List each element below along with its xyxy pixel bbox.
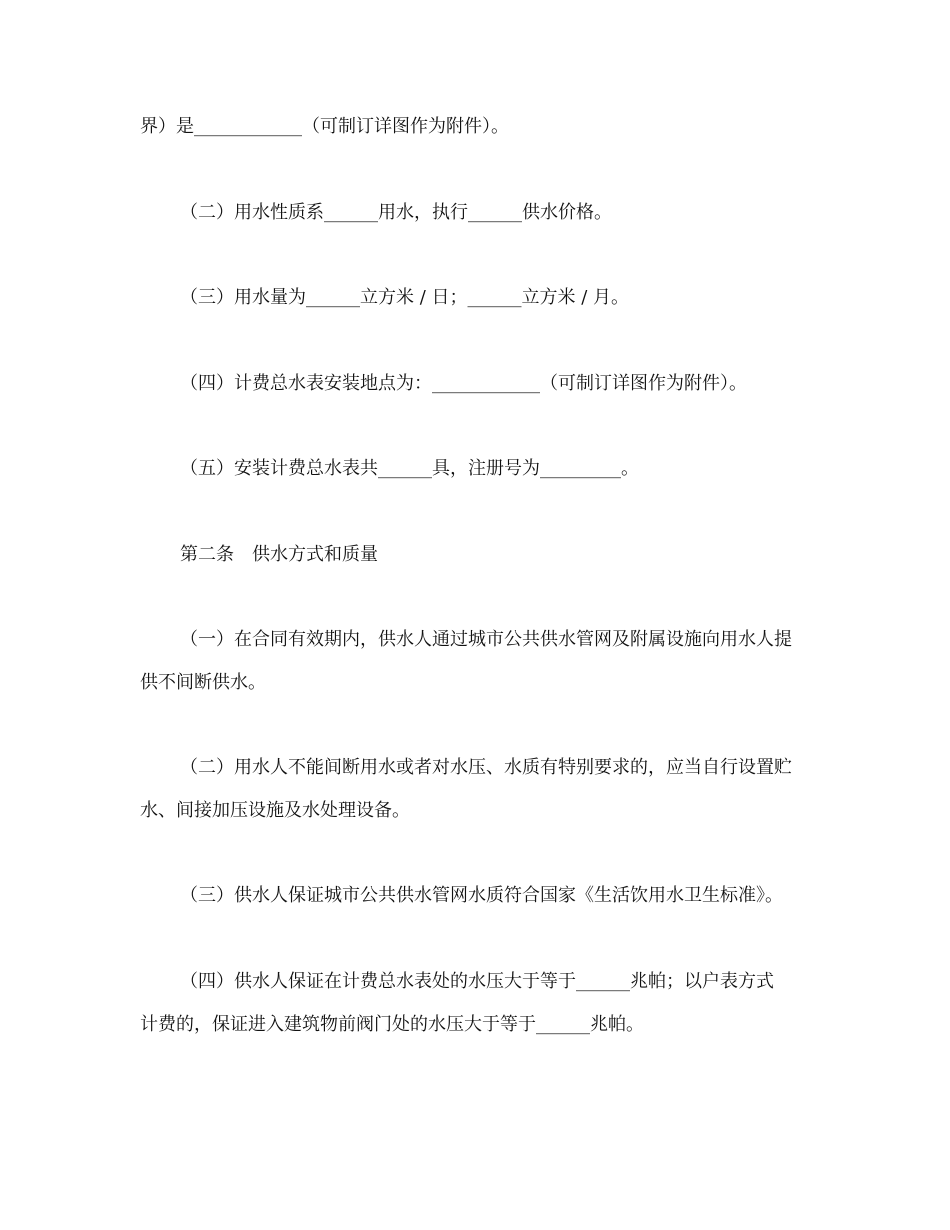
clause-item-meter-location: （四）计费总水表安装地点为：____________（可制订详图作为附件）。 [180, 373, 747, 394]
clause-item-special-needs: （二）用水人不能间断用水或者对水压、水质有特别要求的，应当自行设置贮 [180, 757, 792, 778]
clause-item-meter-count: （五）安装计费总水表共______具，注册号为_________。 [180, 458, 639, 479]
article-heading: 第二条 供水方式和质量 [180, 544, 378, 565]
clause-item-water-volume: （三）用水量为______立方米 / 日；______立方米 / 月。 [180, 287, 630, 308]
continuation-line-boundary: 界）是____________（可制订详图作为附件）。 [140, 116, 509, 137]
clause-item-continuous-supply: （一）在合同有效期内，供水人通过城市公共供水管网及附属设施向用水人提 [180, 629, 792, 650]
clause-item-continuation: 供不间断供水。 [140, 672, 266, 693]
clause-item-continuation: 水、间接加压设施及水处理设备。 [140, 800, 410, 821]
clause-item-water-nature: （二）用水性质系______用水，执行______供水价格。 [180, 202, 612, 223]
clause-item-water-pressure: （四）供水人保证在计费总水表处的水压大于等于______兆帕；以户表方式 [180, 971, 774, 992]
clause-item-water-quality: （三）供水人保证城市公共供水管网水质符合国家《生活饮用水卫生标准》。 [180, 885, 783, 906]
clause-item-continuation: 计费的，保证进入建筑物前阀门处的水压大于等于______兆帕。 [140, 1014, 644, 1035]
